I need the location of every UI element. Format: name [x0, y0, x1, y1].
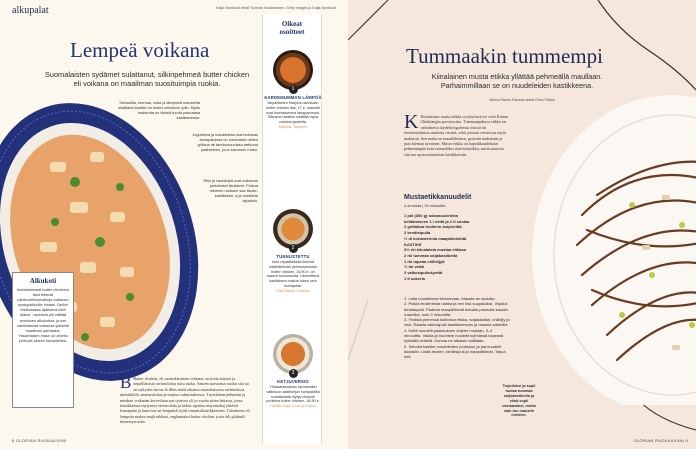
- recipe-step: 1. Laita nuudeliveai kiehumaan. Mausta se suolalla.: [404, 296, 496, 301]
- recipe-step: 5. Sekoita kastike nuudeleiden joukkoon ja jaa nuudelit lautasiin. Lisää broileri, kevätsipuli ja maapähkinät. Tarjoa heti.: [404, 343, 506, 360]
- left-body: [120, 373, 250, 425]
- sidebar-place-2: Ravi Mahal, Helsinki: [276, 288, 310, 293]
- right-dropcap: K: [404, 111, 419, 133]
- recipe-subtitle: 4 annosta | 15 minuuttia: [404, 203, 446, 208]
- left-body-text: Butter chicken, eli suomalaisittain voikana, on kotia laisista ja nepalilaisista ravintoloista tuttu ruoka. Sauren suosionsa vuoksi sitä uo on nykyisin tarvaa lä lähes minä tahansa suomalaisessa ravintolassa mietaikkilö–mazuavkittaa ja mujssa valmistuksessa. Täyteläisen pehmeän ja mieduni voikanan kerrovlaaa syn tyrnveu yli jo vuotta sitten Intiassa, jossa kastikkeessa mytyneyt ravintoloita ja kekist upottaa mayomaltaj jättävät kanatpalat ja kastoivat ne lempeäsli kylät tomaattikastikkeeseen. Taloskeesa oli lempeän makea mujh mkhazi, englannuksi butter chicken, josta tuli globaali menestysruoka.: [120, 376, 250, 425]
- recipe-step: 4. Keitä nuudelit pakkauksen ohjeen mukaan, 3–4 minuuttia. Valuta ja huuhtele nuudelit kylmässä nopeasti kylmällä vedellä. Kumoa ne takaisin kattilaan.: [404, 327, 504, 344]
- right-page: [348, 0, 696, 449]
- recipe-steps: [404, 296, 510, 360]
- sidebar-text-1: Nepalilainen Marpha-ravintolan butter chicken lisä, 17 e, maustet ovat hurmaavessa tasapainossa. Silkoinen kastike sisältää myös cashew-jauheita.: [266, 101, 320, 125]
- sidebar-item-1: [263, 50, 323, 130]
- noodle-plate-photo: [522, 95, 696, 405]
- sidebar-photo-2: [273, 209, 313, 249]
- sidebar-num-2: 2: [289, 244, 298, 253]
- ingredient-heading: KASTIKE: [404, 241, 422, 247]
- sidebar-title: Oikeat osoitteet: [279, 20, 305, 36]
- ingredient-item: 2 rkl tummaa soijakastiketta: [404, 252, 458, 258]
- sidebar-text-3: Yhtaaalaisrasian ravintolakei valtmuon aastiketjun kompaktilta ruokalistalta löytyy vieaosti pohtieva butter chicken, 16,90 e.: [266, 385, 320, 404]
- sidebar-place-1: Marpha, Tampere: [278, 124, 308, 129]
- recipe-title: Mustaetikkanuudelit: [404, 194, 472, 201]
- sidebar-addresses: [262, 14, 322, 444]
- recipe-step: 3. Yhdistä pienessä kulhossa etikka, soijakastike, chiliöljy ja vesi. Raasta valkosipulit kastikkeeseen ja mausta sokerilla.: [404, 317, 510, 328]
- left-dropcap: B: [120, 373, 132, 392]
- recipe-step: 2. Poista broilereista nahka ja revi liha suupaloiksi. Viipaloi kevätsipulit. Paahda maapähkinät kuivalla pannulla kauniin ruskeiksi, noin 2 minuuttia.: [404, 301, 509, 317]
- sidebar-photo-1: [273, 50, 313, 90]
- sidebar-photo-3: [273, 334, 313, 374]
- sidebar-place-3: Hankki Maja, Oulu ja Espoo: [270, 404, 316, 409]
- left-footer: 8 GLORIAN RUOKA&VIINI: [12, 438, 67, 443]
- ingredient-list: [404, 213, 510, 281]
- serving-tip: Tarjoiluksi ja sopii tuotaa tummaa soijakastiketta ja siinä sopii vastaavaksi, mutta vain tuo maustin mieleen.: [502, 384, 536, 418]
- sidebar-num-3: 3: [289, 369, 298, 378]
- callout-sides: Riisi ja naanleipä ovat voikanan perinteiset lisukkeet. Poikua meiresn ruoksen sao lisuke-kastikkeen, a ja nordiarte lajustelu.: [203, 178, 258, 203]
- section-tag: alkupalat: [12, 5, 49, 16]
- alkukoti-title: Alkukoti: [29, 277, 57, 285]
- callout-chicken: Jogurtissa ja mausteissa marinoitukas kanapaloissa on olennaista niiden grillaus tai tandooruunissa tarttunut paahteinen, juuo savuinen maku.: [192, 132, 258, 152]
- sidebar-name-2: TUNNUSTETTU: [276, 254, 310, 259]
- right-credits: Minna Rautio-Pakaala teksti Panu Pällvä: [489, 98, 555, 102]
- ingredient-item: 1 tl sokeria: [404, 275, 425, 281]
- left-credits: Katja Nordlund teksti Tuomas Kotolmainen, Getty Images ja Katja Nordlund: [216, 6, 336, 10]
- alkukoti-text: Ilmiokkaimmat butter chickenin fanit tekevät pyhiinvaellusmatkoja voikanan syntypaikkoille Intiaan. Delhin eteläosassa sijaitseva Moti Mahal –ravintola piti väittää annoksen alkukotina, ja sen valmistamaa voikanaa yleisesti maailman parhaaksi. Yksoimaisen maun on arveltu johtuvat alueen tomaateista.: [16, 288, 70, 343]
- sidebar-item-3: [263, 334, 323, 409]
- sidebar-num-1: 1: [289, 85, 298, 94]
- left-title: Lempeä voikana: [70, 38, 210, 62]
- alkukoti-box: [12, 272, 74, 408]
- left-lead: Suomalaisten sydämet sulattanut, silkinpehmeä butter chicken eli voikana on maailman suosituimpia ruokia.: [44, 70, 250, 88]
- ingredient-item: keittämiseen 1 l vettä ja 2 tl suolaa: [404, 218, 470, 224]
- ingredient-item: 2 valkosipulinkynttä: [404, 270, 443, 276]
- ingredient-item: 2 grillattua broilerin koipireittä: [404, 224, 462, 230]
- right-body-text: Kiinalainen musta etikka on käytössä eri sväit Kiinan Chinkiangin provinssista. Tummanpuhuva etikka on valmistettu täydeltyisgoleesta riisistä tai fermentoiduista mustista riisistä, sekä joissain versioissa myös maltaista. Sen maku on maanläheinen, pyöreän maltainen ja juaa hieman savuinen. Musta etikka on hapoikkuudeltaan pehmeämpää kuin esimerkiksi riisiviinietikka, mistä ansiosta sitä saa sponoottamaisen kastikkeisiin.: [404, 114, 508, 157]
- right-body: [404, 111, 510, 157]
- sidebar-name-3: KETJUVERSIO: [277, 379, 309, 384]
- ingredient-item: 1 pkt (300 g) sobanuudeleita: [404, 213, 458, 218]
- sidebar-text-2: Indo-nepalilaisella ilsensä määrittelevän perheravintolan butter chicken, 16,90 e, on saanut tunnustusta. Lämmittävä kastikkeen makua tukee oein huivajasta.: [266, 260, 320, 288]
- ingredient-item: 3½ rkl kiinalaista mustaa etikkaa: [404, 247, 466, 253]
- right-footer: GLORIAN RUOKA&VIINI 9: [633, 438, 688, 443]
- right-title: Tummaakin tummempi: [406, 44, 603, 68]
- sidebar-item-2: [263, 209, 323, 294]
- sidebar-name-1: KARDEMUMMAN LÄMPÖÄ: [264, 95, 322, 100]
- right-lead: Kiinalainen musta etikka yllättää pehmeällä maullaan. Parhaimmillaan se on nuudeleiden kastikkeena.: [431, 72, 603, 90]
- ingredient-item: 2 kevätsipulia: [404, 230, 431, 236]
- ingredient-item: ½ dl korianterinia maapähkinöitä: [404, 235, 467, 241]
- ingredient-item: ½ rkl vettä: [404, 264, 424, 270]
- ingredient-item: 1 rkl rapeaa chiliöljyä: [404, 258, 445, 264]
- callout-sauce: Tomaattia, kermaa, voita ja lämpimiä mausteita sisältävä kastike on butter chickenin ydin. Myös makeutta on tärkeä tuoda pakuaasa kastikkeessa.: [118, 100, 200, 120]
